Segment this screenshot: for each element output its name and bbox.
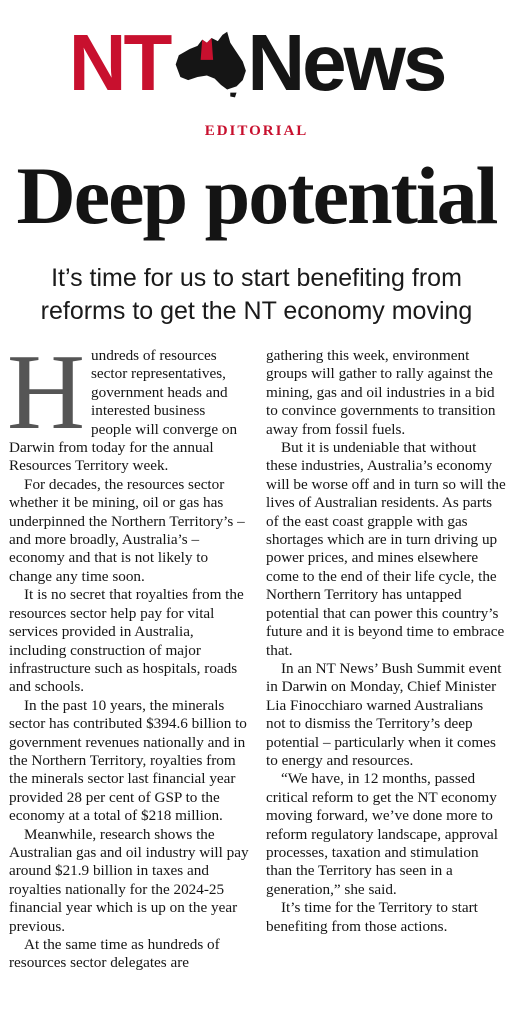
paragraph: But it is undeniable that without these industries, Australia’s economy will be worse off and in turn so will the lives of Australian residents. As parts of the east coast grapple with gas shortages which are in turn driving up power prices, and mines elsewhere come to the end of their life cycle, the Northern Territory has untapped potential that can power this country’s future and it is beyond time to embrace that. (266, 439, 506, 659)
masthead (0, 18, 513, 107)
standfirst: It’s time for us to start benefiting from reforms to get the NT economy moving (40, 264, 473, 325)
article-column-right (266, 347, 506, 936)
paragraph: In an NT News’ Bush Summit event in Darwin on Monday, Chief Minister Lia Finocchiaro warned Australians not to dismiss the Territory’s deep potential – particularly when it comes to energy and resources. (266, 659, 502, 769)
masthead-news: News (247, 18, 445, 107)
masthead-nt: NT (68, 18, 170, 107)
paragraph: It’s time for the Territory to start benefiting from those actions. (266, 899, 478, 935)
paragraph: Meanwhile, research shows the Australian gas and oil industry will pay around $21.9 billion in taxes and royalties nationally for the 2024-25 financial year which is up on the year previous. (9, 825, 249, 935)
paragraph: It is no secret that royalties from the resources sector help pay for vital services provided in Australia, including construction of major infrastructure such as hospitals, roads and schools. (9, 586, 244, 696)
paragraph: In the past 10 years, the minerals sector has contributed $394.6 billion to government revenues nationally and in the Northern Territory, royalties from the minerals sector last financial year provided 28 per cent of GSP to the economy at a total of $218 million. (9, 696, 247, 825)
paragraph-text: undreds of resources sector representatives, government heads and interested business people will converge on Darwin from today for the annual Resources Territory week. (9, 347, 238, 475)
section-kicker: EDITORIAL (204, 123, 309, 139)
paragraph: For decades, the resources sector whether it be mining, oil or gas has underpinned the Northern Territory’s – and more broadly, Australia’s – economy and that is not likely to change any time soon. (9, 475, 245, 585)
paragraph: At the same time as hundreds of resources sector delegates are (9, 936, 220, 972)
article-column-left (7, 333, 249, 973)
headline: Deep potential (16, 150, 497, 241)
drop-cap: H (7, 333, 85, 452)
australia-map-icon (171, 28, 249, 98)
paragraph: gathering this week, environment groups will gather to rally against the mining, gas and oil industries in a bid to convince governments to transition away from fossil fuels. (266, 347, 496, 438)
paragraph: “We have, in 12 months, passed critical reform to get the NT economy moving forward, we’ve done more to reform regulatory landscape, approval processes, taxation and stimulation than the Territory has seen in a generation,” she said. (266, 770, 498, 898)
paragraph (7, 333, 249, 476)
